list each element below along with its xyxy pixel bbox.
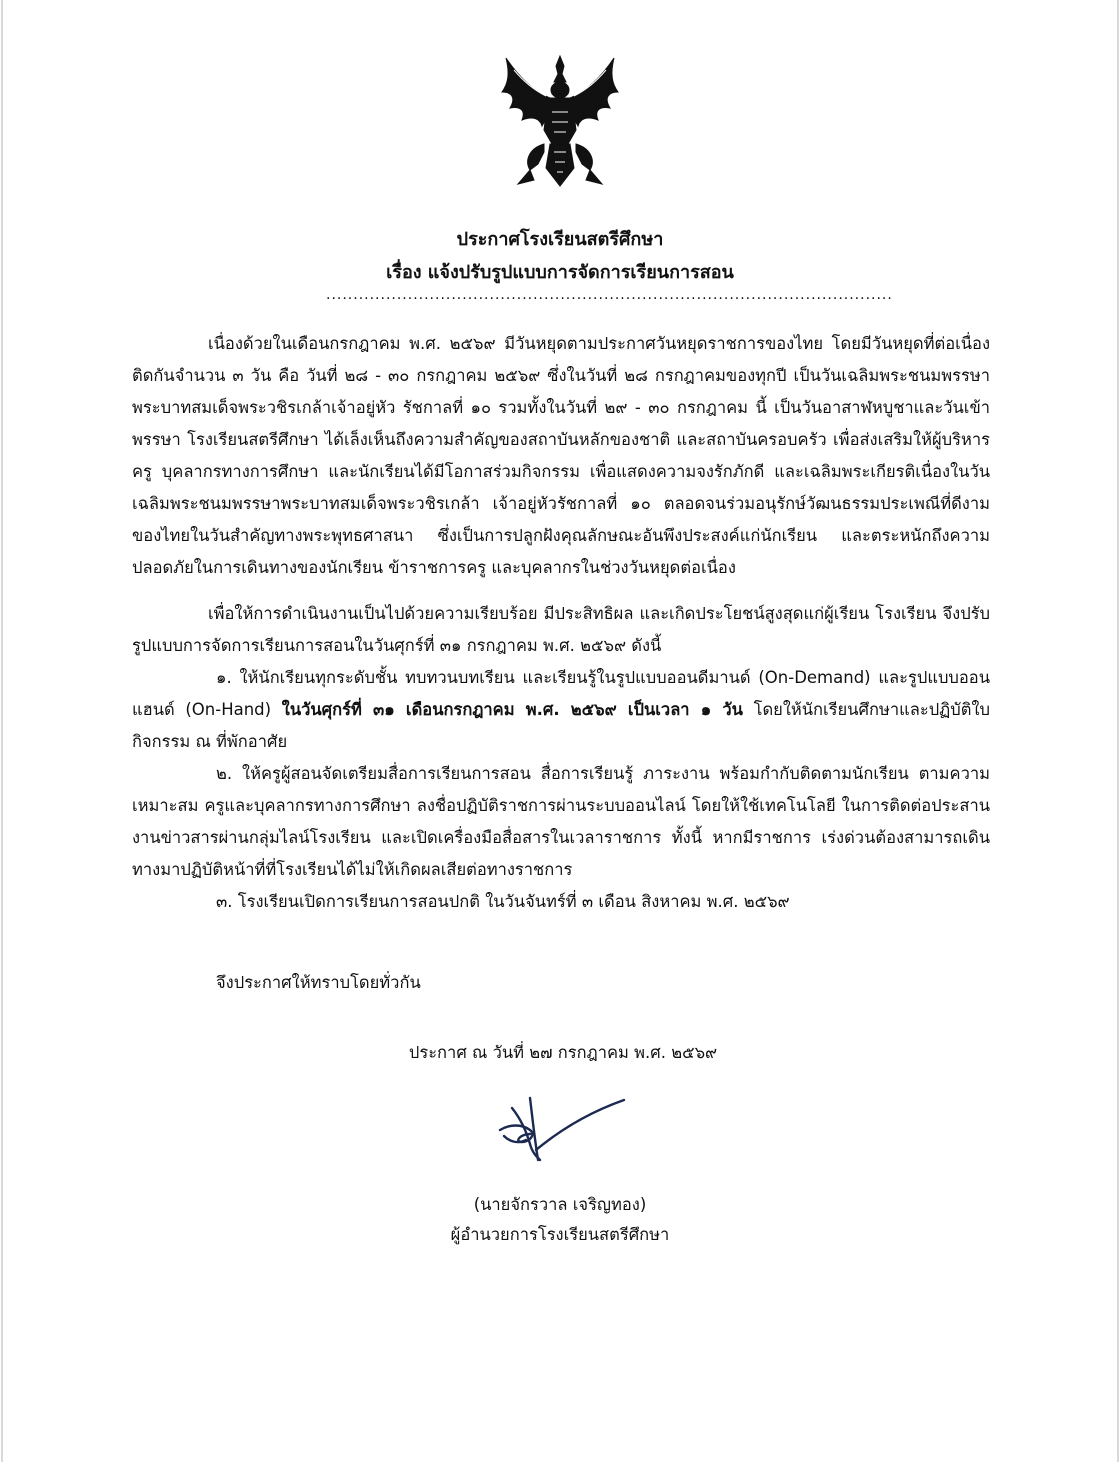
announcement-subject: เรื่อง แจ้งปรับรูปแบบการจัดการเรียนการสอน <box>386 262 734 283</box>
list-item-2: ๒. ให้ครูผู้สอนจัดเตรียมสื่อการเรียนการสอน สื่อการเรียนรู้ ภาระงาน พร้อมกำกับติดตามนักเรียน ตามความเหมาะสม ครูและบุคลากรทางการศึกษา ลงชื่อปฏิบัติราชการผ่านระบบออนไลน์ โดยให้ใช้เทคโนโลยี ในการติดต่อประสานงานข่าวสารผ่านกลุ่มไลน์โรงเรียน และเปิดเครื่องมือสื่อสารในเวลาราชการ ทั้งนี้ หากมีราชการ เร่งด่วนต้องสามารถเดินทางมาปฏิบัติหน้าที่ที่โรงเรียนได้ไม่ให้เกิดผลเสียต่อทางราชการ <box>132 764 990 879</box>
list-item-1-start: ๑. ให้นักเรียนทุกระดับชั้น ทบทวนบทเรียน และเรียนรู้ในรูปแบบออนดีมานด์ (On-Demand) และรูปแบบออนแฮนด์ (On-Hand) <box>132 668 990 719</box>
dotted-divider: ........................................................................................................ <box>326 287 893 303</box>
announcement-title: ประกาศโรงเรียนสตรีศึกษา <box>456 229 664 250</box>
paragraph-background: เนื่องด้วยในเดือนกรกฎาคม พ.ศ. ๒๕๖๙ มีวันหยุดตามประกาศวันหยุดราชการของไทย โดยมีวันหยุดที่ต่อเนื่องติดกันจำนวน ๓ วัน คือ วันที่ ๒๘ - ๓๐ กรกฎาคม ๒๕๖๙ ซึ่งในวันที่ ๒๘ กรกฎาคมของทุกปี เป็นวันเฉลิมพระชนมพรรษาพระบาทสมเด็จพระวชิรเกล้าเจ้าอยู่หัว รัชกาลที่ ๑๐ รวมทั้งในวันที่ ๒๙ - ๓๐ กรกฎาคม นี้ เป็นวันอาสาฬหบูชาและวันเข้าพรรษา โรงเรียนสตรีศึกษา ได้เล็งเห็นถึงความสำคัญของสถาบันหลักของชาติ และสถาบันครอบครัว เพื่อส่งเสริมให้ผู้บริหาร ครู บุคลากรทางการศึกษา และนักเรียนได้มีโอกาสร่วมกิจกรรม เพื่อแสดงความจงรักภักดี และเฉลิมพระเกียรติเนื่องในวันเฉลิมพระชนมพรรษาพระบาทสมเด็จพระวชิรเกล้า เจ้าอยู่หัวรัชกาลที่ ๑๐ ตลอดจนร่วมอนุรักษ์วัฒนธรรมประเพณีที่ดีงามของไทยในวันสำคัญทางพระพุทธศาสนา ซึ่งเป็นการปลูกฝังคุณลักษณะอันพึงประสงค์แก่นักเรียน และตระหนักถึงความปลอดภัยในการเดินทางของนักเรียน ข้าราชการครู และบุคลากรในช่วงวันหยุดต่อเนื่อง <box>132 334 990 577</box>
garuda-emblem-icon <box>500 52 620 194</box>
announcement-body <box>132 328 990 918</box>
announcement-date: ประกาศ ณ วันที่ ๒๗ กรกฎาคม พ.ศ. ๒๕๖๙ <box>408 1043 718 1062</box>
signer-block <box>0 1190 1120 1250</box>
paragraph-purpose: เพื่อให้การดำเนินงานเป็นไปด้วยความเรียบร้อย มีประสิทธิผล และเกิดประโยชน์สูงสุดแก่ผู้เรียน โรงเรียน จึงปรับรูปแบบการจัดการเรียนการสอนในวันศุกร์ที่ ๓๑ กรกฎาคม พ.ศ. ๒๕๖๙ ดังนี้ <box>132 604 990 655</box>
list-item-1-end: โดยให้นักเรียนศึกษาและปฏิบัติใบกิจกรรม ณ ที่พักอาศัย <box>132 700 990 751</box>
list-item-3: ๓. โรงเรียนเปิดการเรียนการสอนปกติ ในวันจันทร์ที่ ๓ เดือน สิงหาคม พ.ศ. ๒๕๖๙ <box>216 892 790 911</box>
signer-name: (นายจักรวาล เจริญทอง) <box>473 1195 647 1214</box>
list-item-1 <box>132 662 990 758</box>
closing-statement: จึงประกาศให้ทราบโดยทั่วกัน <box>216 973 421 992</box>
list-item-1-bold: ในวันศุกร์ที่ ๓๑ เดือนกรกฎาคม พ.ศ. ๒๕๖๙ เป็นเวลา ๑ วัน <box>281 700 743 719</box>
signature-mark <box>490 1090 630 1170</box>
signer-position: ผู้อำนวยการโรงเรียนสตรีศึกษา <box>450 1225 670 1244</box>
